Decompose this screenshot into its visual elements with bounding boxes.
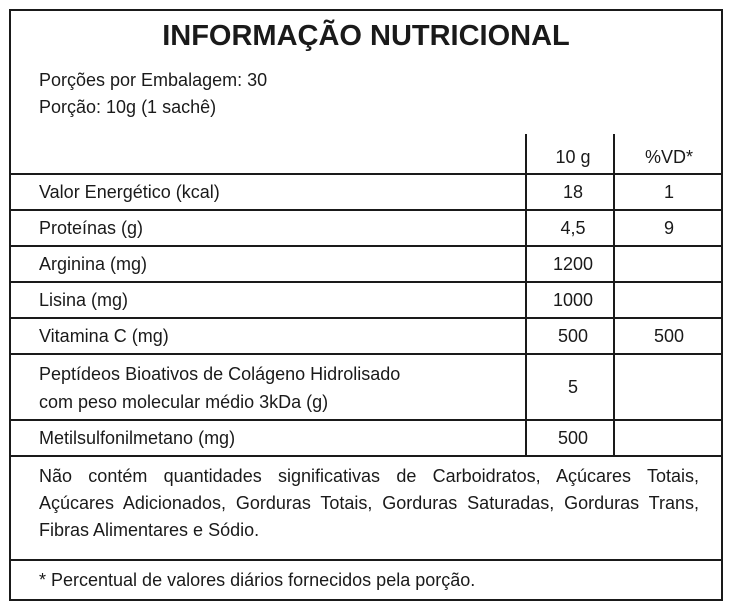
row-amount-arginine: 1200 [552, 254, 594, 274]
row-label-collagen-peptides [39, 357, 519, 419]
row-dv-msm [617, 421, 721, 455]
row-dv-collagen-peptides [617, 355, 721, 419]
row-label-lysine: Lisina (mg) [39, 290, 129, 310]
header-dv: %VD* [644, 147, 693, 167]
row-label-protein: Proteínas (g) [39, 218, 144, 238]
row-amount-vitamin-c: 500 [557, 326, 589, 346]
row-label-msm: Metilsulfonilmetano (mg) [39, 428, 236, 448]
serving-size: Porção: 10g (1 sachê) [39, 97, 217, 117]
not-significant-note: Não contém quantidades significativas de Carboidratos, Açúcares Totais, Açúcares Adicionados, Gorduras Totais, Gorduras Saturadas, Gorduras Trans, Fibras Alimentares e Sódio. [39, 466, 699, 540]
row-dv-protein: 9 [663, 218, 674, 238]
table-bottom-divider [11, 455, 721, 457]
row-amount-msm: 500 [557, 428, 589, 448]
row-label-arginine: Arginina (mg) [39, 254, 148, 274]
footnote-divider [11, 559, 721, 561]
row-dv-arginine [617, 247, 721, 281]
row-label-collagen-line1: Peptídeos Bioativos de Colágeno Hidrolisado [39, 364, 401, 384]
row-dv-energy: 1 [663, 182, 674, 202]
row-amount-lysine: 1000 [552, 290, 594, 310]
servings-per-package: Porções por Embalagem: 30 [39, 70, 268, 90]
column-divider-amount [525, 134, 527, 457]
header-amount: 10 g [555, 147, 591, 167]
row-label-vitamin-c: Vitamina C (mg) [39, 326, 169, 346]
nutrition-facts-panel [9, 9, 723, 601]
panel-title: INFORMAÇÃO NUTRICIONAL [162, 20, 570, 52]
row-amount-protein: 4,5 [560, 218, 586, 238]
row-amount-energy: 18 [562, 182, 584, 202]
row-label-collagen-line2: com peso molecular médio 3kDa (g) [39, 392, 329, 412]
row-label-energy: Valor Energético (kcal) [39, 182, 220, 202]
row-dv-vitamin-c: 500 [653, 326, 685, 346]
row-dv-lysine [617, 283, 721, 317]
row-amount-collagen-peptides: 5 [567, 377, 578, 397]
daily-value-footnote: * Percentual de valores diários fornecidos pela porção. [39, 570, 476, 590]
